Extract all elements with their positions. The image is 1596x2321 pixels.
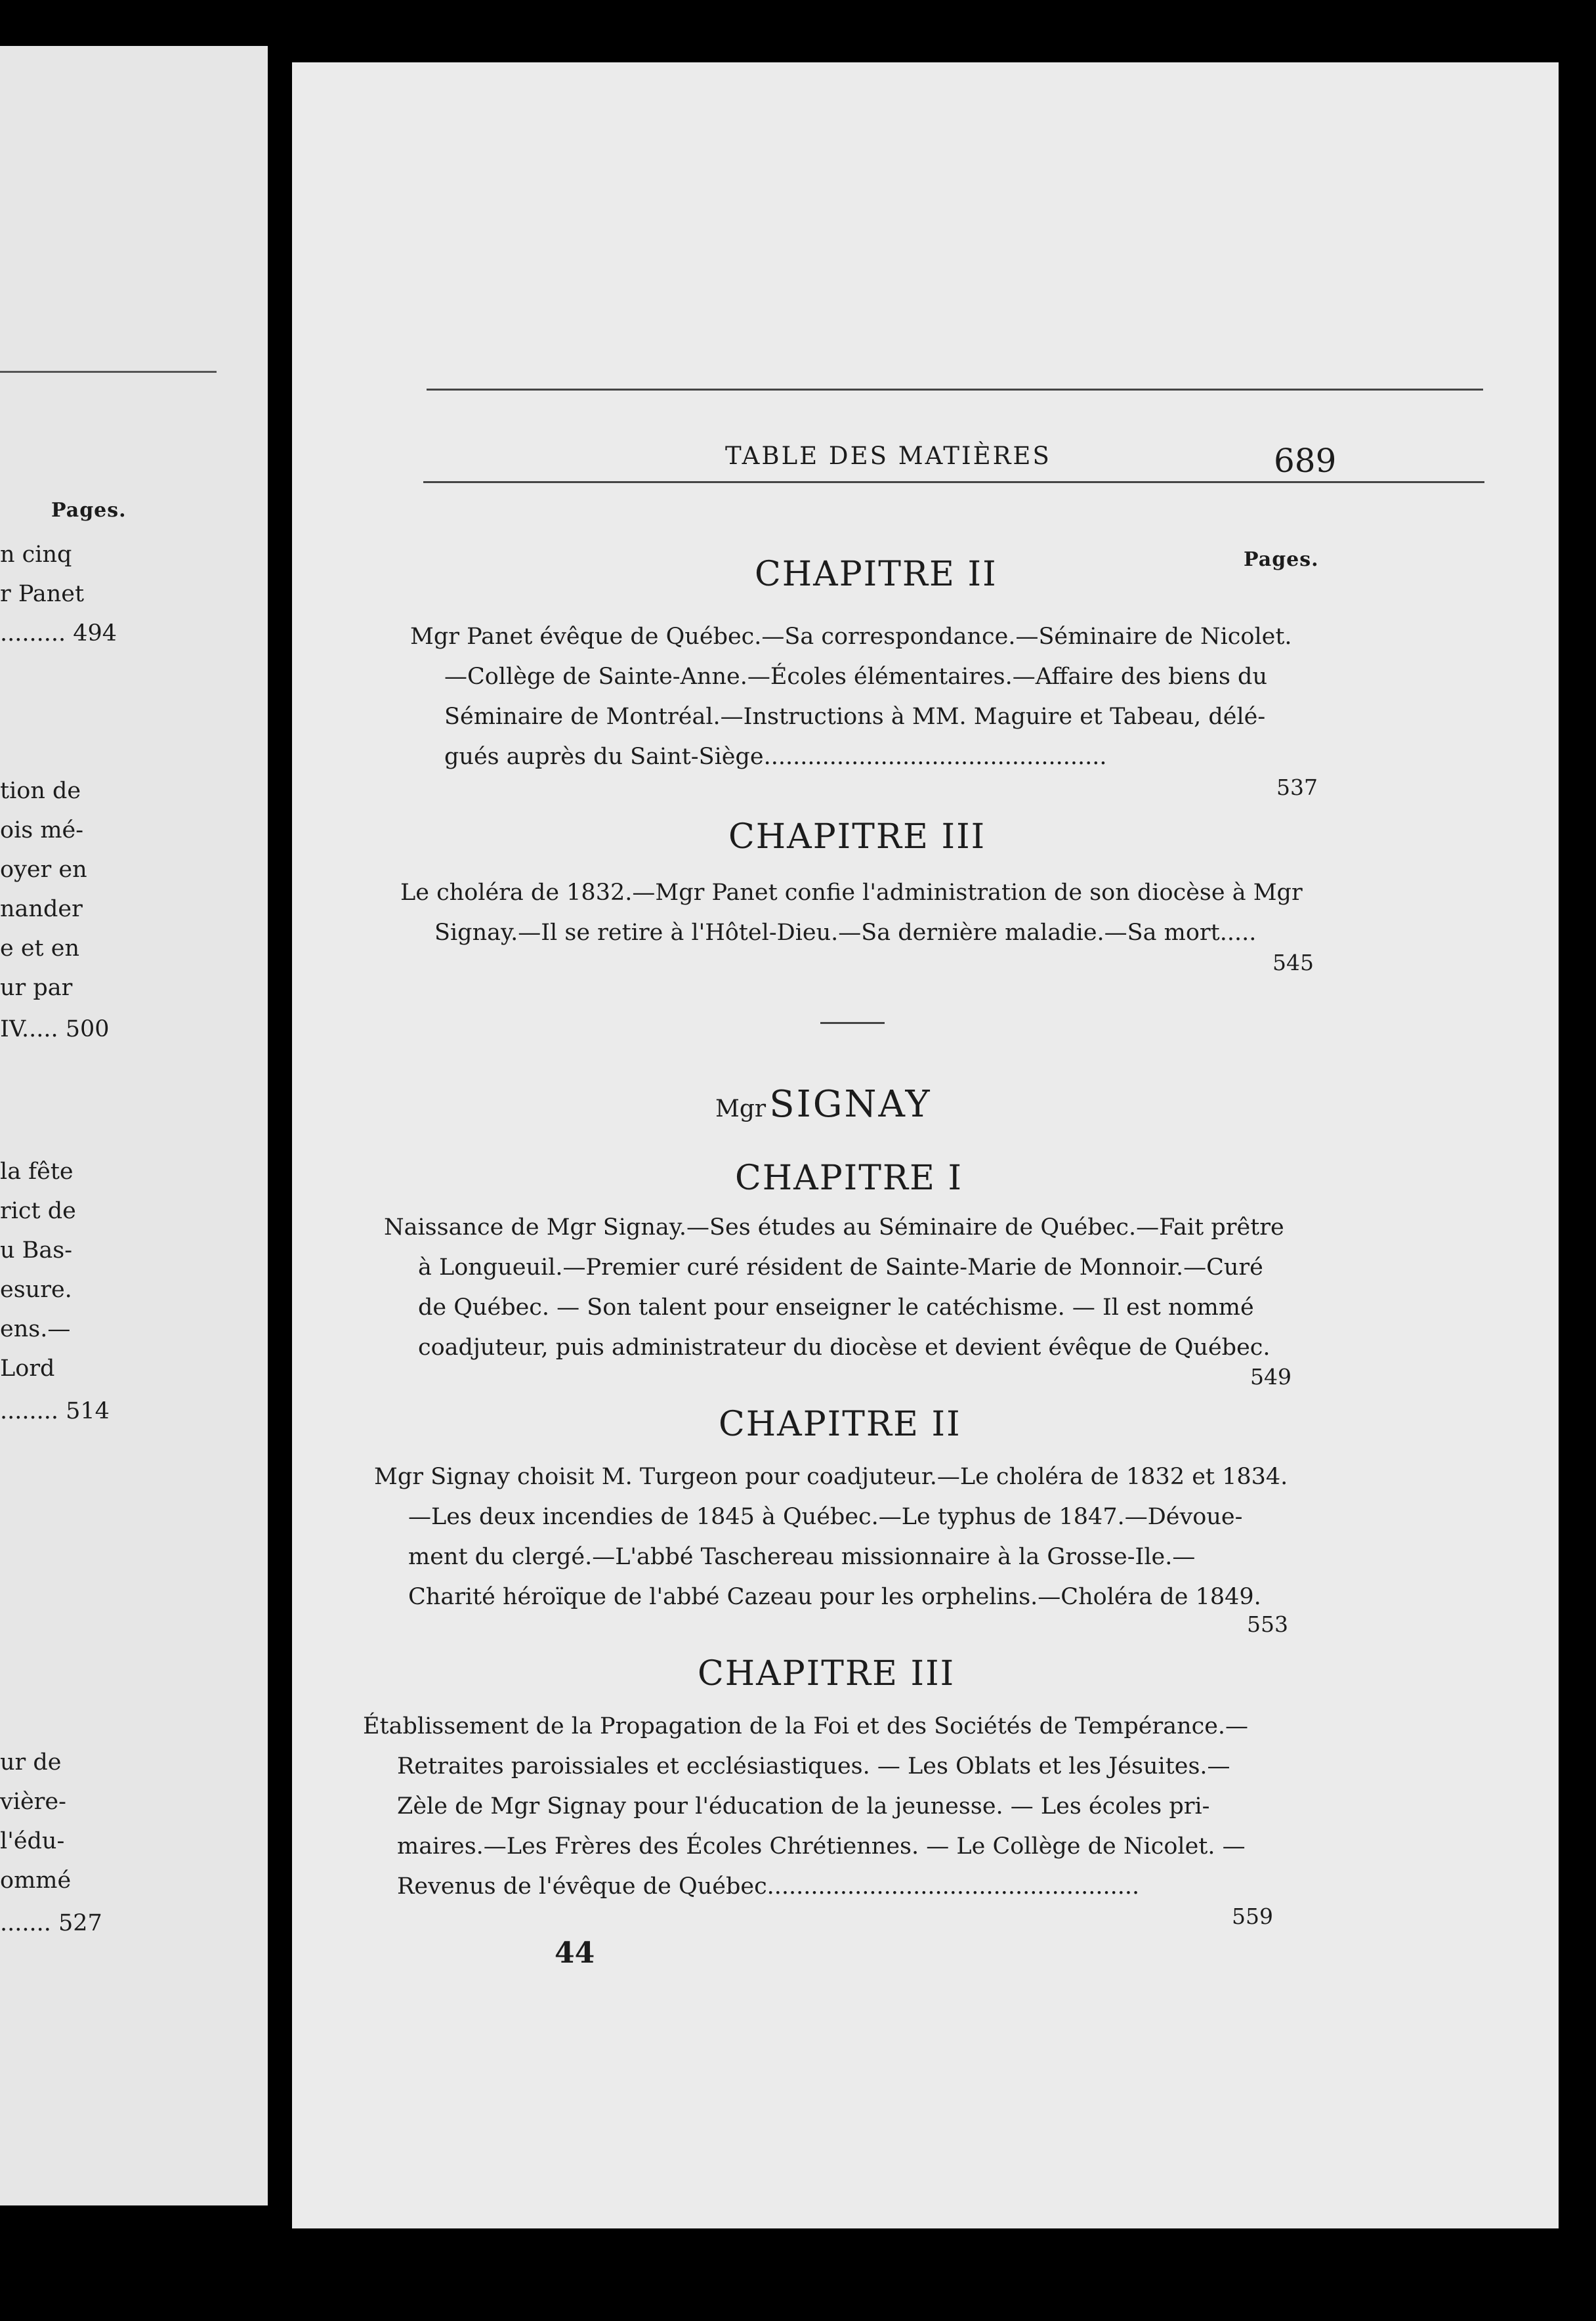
left-page-line: e et en xyxy=(0,935,79,962)
chapter-heading: CHAPITRE II xyxy=(719,1405,961,1444)
chapter-summary xyxy=(374,1457,1288,1617)
part-title xyxy=(715,1083,932,1126)
summary-line: de Québec. — Son talent pour enseigner le catéchisme. — Il est nommé xyxy=(418,1294,1254,1321)
left-page-line: ........ 514 xyxy=(0,1398,110,1424)
summary-line: à Longueuil.—Premier curé résident de Sainte-Marie de Monnoir.—Curé xyxy=(418,1254,1263,1281)
chapter-heading: CHAPITRE III xyxy=(698,1654,956,1693)
summary-line: —Collège de Sainte-Anne.—Écoles élémentaires.—Affaire des biens du xyxy=(444,664,1268,690)
summary-line: Charité héroïque de l'abbé Cazeau pour les orphelins.—Choléra de 1849. xyxy=(408,1584,1261,1610)
left-page-line: r Panet xyxy=(0,581,85,607)
left-page-line: oyer en xyxy=(0,857,87,883)
left-page-line: tion de xyxy=(0,778,81,804)
summary-line: ment du clergé.—L'abbé Taschereau missionnaire à la Grosse-Ile.— xyxy=(408,1544,1196,1570)
chapter-summary xyxy=(363,1707,1248,1907)
summary-line: Séminaire de Montréal.—Instructions à MM. Maguire et Tabeau, délé- xyxy=(444,704,1266,730)
left-page-line: nander xyxy=(0,896,83,922)
left-page-line: vière- xyxy=(0,1789,66,1815)
summary-line: Revenus de l'évêque de Québec................................................... xyxy=(397,1873,1140,1900)
page-reference: 549 xyxy=(1250,1364,1292,1390)
chapter-heading: CHAPITRE I xyxy=(735,1159,963,1198)
left-page-line: ur de xyxy=(0,1749,62,1776)
toc-page xyxy=(292,62,1559,2228)
chapter-heading: CHAPITRE III xyxy=(728,817,986,857)
summary-line: maires.—Les Frères des Écoles Chrétiennes. — Le Collège de Nicolet. — xyxy=(397,1833,1246,1860)
summary-line: Naissance de Mgr Signay.—Ses études au Séminaire de Québec.—Fait prêtre xyxy=(384,1214,1284,1241)
header-rule xyxy=(423,481,1484,483)
left-page-line: ......... 494 xyxy=(0,620,117,647)
chapter-summary xyxy=(384,1208,1284,1368)
section-divider xyxy=(820,1022,885,1024)
left-page-line: ens.— xyxy=(0,1316,71,1342)
left-page-line: u Bas- xyxy=(0,1237,73,1264)
left-page-line: ommé xyxy=(0,1867,72,1894)
left-header-rule xyxy=(0,371,217,373)
left-facing-page xyxy=(0,46,268,2205)
chapter-heading: CHAPITRE II xyxy=(755,555,998,594)
left-page-line: l'édu- xyxy=(0,1828,65,1854)
page-reference: 545 xyxy=(1272,950,1314,975)
left-page-line: la fête xyxy=(0,1159,74,1185)
signature-mark: 44 xyxy=(555,1936,595,1970)
left-page-line: IV..... 500 xyxy=(0,1016,110,1042)
summary-line: coadjuteur, puis administrateur du diocèse et devient évêque de Québec. xyxy=(418,1334,1270,1361)
summary-line: Zèle de Mgr Signay pour l'éducation de la jeunesse. — Les écoles pri- xyxy=(397,1793,1210,1820)
part-title-prefix: Mgr xyxy=(715,1096,766,1122)
left-page-line: esure. xyxy=(0,1277,72,1303)
summary-line: Signay.—Il se retire à l'Hôtel-Dieu.—Sa dernière maladie.—Sa mort..... xyxy=(434,920,1257,946)
summary-line: gués auprès du Saint-Siège............................................... xyxy=(444,744,1107,770)
running-title: TABLE DES MATIÈRES xyxy=(725,442,1051,470)
summary-line: Mgr Panet évêque de Québec.—Sa correspondance.—Séminaire de Nicolet. xyxy=(410,624,1292,650)
left-page-line: ois mé- xyxy=(0,817,84,843)
summary-line: Mgr Signay choisit M. Turgeon pour coadjuteur.—Le choléra de 1832 et 1834. xyxy=(374,1464,1288,1490)
summary-line: Retraites paroissiales et ecclésiastiques. — Les Oblats et les Jésuites.— xyxy=(397,1753,1230,1779)
left-page-line: ....... 527 xyxy=(0,1910,102,1936)
top-rule xyxy=(427,389,1483,391)
chapter-summary xyxy=(400,873,1303,953)
page-folio: 689 xyxy=(1274,442,1337,480)
page-reference: 559 xyxy=(1232,1904,1273,1929)
page-reference: 537 xyxy=(1276,775,1318,800)
left-pages-label: Pages. xyxy=(51,499,127,522)
summary-line: Le choléra de 1832.—Mgr Panet confie l'administration de son diocèse à Mgr xyxy=(400,880,1303,906)
left-page-line: n cinq xyxy=(0,542,72,568)
left-page-line: rict de xyxy=(0,1198,76,1224)
left-page-line: Lord xyxy=(0,1355,55,1382)
chapter-summary xyxy=(410,617,1292,777)
summary-line: —Les deux incendies de 1845 à Québec.—Le typhus de 1847.—Dévoue- xyxy=(408,1504,1243,1530)
pages-column-label: Pages. xyxy=(1244,548,1319,571)
part-title-name: SIGNAY xyxy=(769,1083,932,1126)
summary-line: Établissement de la Propagation de la Foi et des Sociétés de Tempérance.— xyxy=(363,1713,1249,1739)
left-page-line: ur par xyxy=(0,975,73,1001)
page-reference: 553 xyxy=(1247,1611,1288,1637)
